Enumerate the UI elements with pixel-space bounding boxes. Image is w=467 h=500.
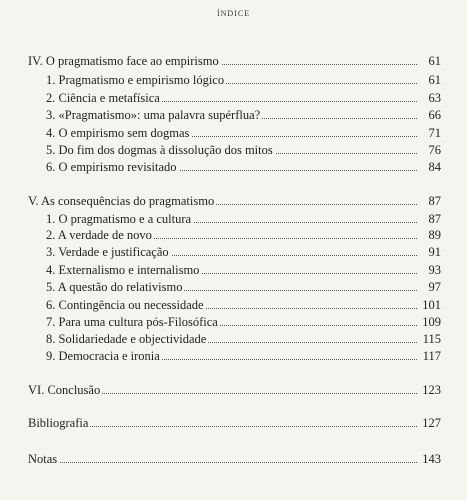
toc-entry-page: 91 [428, 245, 441, 259]
toc-entry [0, 158, 467, 176]
toc-entry [0, 296, 467, 314]
dot-leader [28, 462, 417, 463]
toc-entry-title: VI. Conclusão [28, 383, 101, 397]
toc-entry-page: 123 [422, 383, 441, 397]
toc-entry-page: 61 [428, 54, 441, 68]
toc-entry [0, 261, 467, 279]
toc-entry-page: 109 [422, 315, 441, 329]
toc-entry [0, 89, 467, 107]
toc-entry-title: 5. A questão do relativismo [46, 280, 183, 294]
toc-entry-title: 6. O empirismo revisitado [46, 160, 177, 174]
toc-entry-title: IV. O pragmatismo face ao empirismo [28, 54, 219, 68]
toc-entry [0, 313, 467, 331]
toc-entry [0, 450, 467, 468]
toc-entry [0, 381, 467, 399]
toc-entry-page: 71 [428, 126, 441, 140]
toc-entry-title: Notas [28, 452, 58, 466]
toc-entry-page: 76 [428, 143, 441, 157]
toc-entry [0, 330, 467, 348]
toc-entry-title: 8. Solidariedade e objectividade [46, 332, 207, 346]
toc-entry-page: 97 [428, 280, 441, 294]
toc-entry-title: 7. Para uma cultura pós-Filosófica [46, 315, 218, 329]
toc-entry-page: 87 [428, 212, 441, 226]
toc-entry [0, 52, 467, 70]
toc-entry-title: 6. Contingência ou necessidade [46, 298, 204, 312]
toc-entry-title: 4. O empirismo sem dogmas [46, 126, 190, 140]
toc-entry [0, 71, 467, 89]
toc-entry-title: 5. Do fim dos dogmas à dissolução dos mitos [46, 143, 273, 157]
toc-entry-title: 3. Verdade e justificação [46, 245, 169, 259]
toc-entry [0, 347, 467, 365]
toc-entry [0, 414, 467, 432]
toc-entry-title: 3. «Pragmatismo»: uma palavra supérflua? [46, 108, 261, 122]
toc-entry [0, 124, 467, 142]
toc-entry [0, 226, 467, 244]
toc-entry [0, 106, 467, 124]
toc-entry-page: 117 [422, 349, 441, 363]
toc-entry-page: 87 [428, 194, 441, 208]
toc-entry [0, 192, 467, 210]
toc-entry-page: 89 [428, 228, 441, 242]
toc-entry-title: 1. O pragmatismo e a cultura [46, 212, 192, 226]
toc-entry-page: 143 [422, 452, 441, 466]
toc-entry-page: 127 [422, 416, 441, 430]
toc-entry-title: 4. Externalismo e internalismo [46, 263, 200, 277]
toc-entry-title: Bibliografia [28, 416, 89, 430]
toc-entry-page: 101 [422, 298, 441, 312]
toc-entry-page: 93 [428, 263, 441, 277]
toc-entry-page: 66 [428, 108, 441, 122]
toc-entry-page: 115 [422, 332, 441, 346]
page-header: ÍNDICE [216, 9, 251, 18]
toc-entry-title: 2. Ciência e metafísica [46, 91, 160, 105]
toc-entry-title: 9. Democracia e ironia [46, 349, 160, 363]
toc-entry [0, 141, 467, 159]
toc-entry-title: 1. Pragmatismo e empirismo lógico [46, 73, 225, 87]
toc-entry [0, 243, 467, 261]
toc-entry-page: 63 [428, 91, 441, 105]
toc-entry-title: 2. A verdade de novo [46, 228, 152, 242]
toc-entry-page: 61 [428, 73, 441, 87]
toc-entry-title: V. As consequências do pragmatismo [28, 194, 215, 208]
toc-entry-page: 84 [428, 160, 441, 174]
toc-entry [0, 278, 467, 296]
